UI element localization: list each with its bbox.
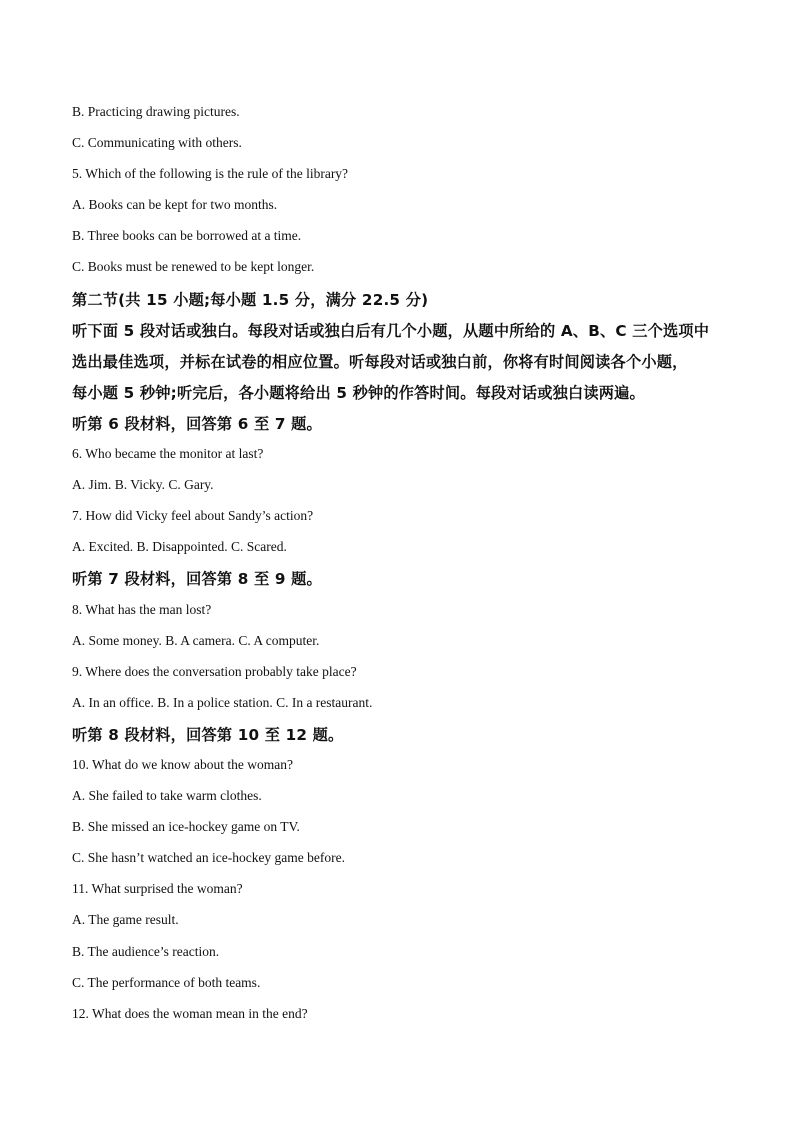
question-line: 9. Where does the conversation probably take place? [72,663,357,679]
option-line: A. Books can be kept for two months. [72,197,278,213]
option-line: A. In an office. B. In a police station. C. In a restaurant. [72,694,373,710]
option-line: B. She missed an ice-hockey game on TV. [72,819,300,835]
option-line: A. The game result. [72,912,179,928]
material-heading: 听第 8 段材料，回答第 10 至 12 题。 [72,725,344,744]
option-line: C. The performance of both teams. [72,974,261,990]
option-line: C. Books must be renewed to be kept longer. [72,259,315,275]
option-line: A. Jim. B. Vicky. C. Gary. [72,477,214,493]
question-line: 7. How did Vicky feel about Sandy’s action? [72,508,314,524]
option-line: B. Practicing drawing pictures. [72,104,240,119]
instructions-line: 听下面 5 段对话或独白。每段对话或独白后有几个小题，从题中所给的 A、B、C 三个选项中 [72,321,710,340]
instructions-line: 选出最佳选项，并标在试卷的相应位置。听每段对话或独白前，你将有时间阅读各个小题， [72,352,688,371]
option-line: A. She failed to take warm clothes. [72,788,262,804]
instructions-line: 每小题 5 秒钟;听完后，各小题将给出 5 秒钟的作答时间。每段对话或独白读两遍。 [72,383,645,402]
option-line: B. The audience’s reaction. [72,943,220,959]
document-page [72,103,732,1036]
material-heading: 听第 7 段材料，回答第 8 至 9 题。 [72,570,322,589]
option-line: C. Communicating with others. [72,135,242,151]
option-line: A. Some money. B. A camera. C. A computer. [72,632,320,648]
question-line: 11. What surprised the woman? [72,881,243,897]
question-line: 10. What do we know about the woman? [72,756,293,772]
question-line: 8. What has the man lost? [72,601,212,617]
question-line: 12. What does the woman mean in the end? [72,1005,308,1021]
option-line: A. Excited. B. Disappointed. C. Scared. [72,539,287,555]
question-line: 6. Who became the monitor at last? [72,446,264,462]
question-line: 5. Which of the following is the rule of the library? [72,166,349,182]
section-heading: 第二节(共 15 小题;每小题 1.5 分，满分 22.5 分) [72,290,429,309]
material-heading: 听第 6 段材料，回答第 6 至 7 题。 [72,414,322,433]
option-line: C. She hasn’t watched an ice-hockey game before. [72,850,346,866]
option-line: B. Three books can be borrowed at a time. [72,228,302,244]
